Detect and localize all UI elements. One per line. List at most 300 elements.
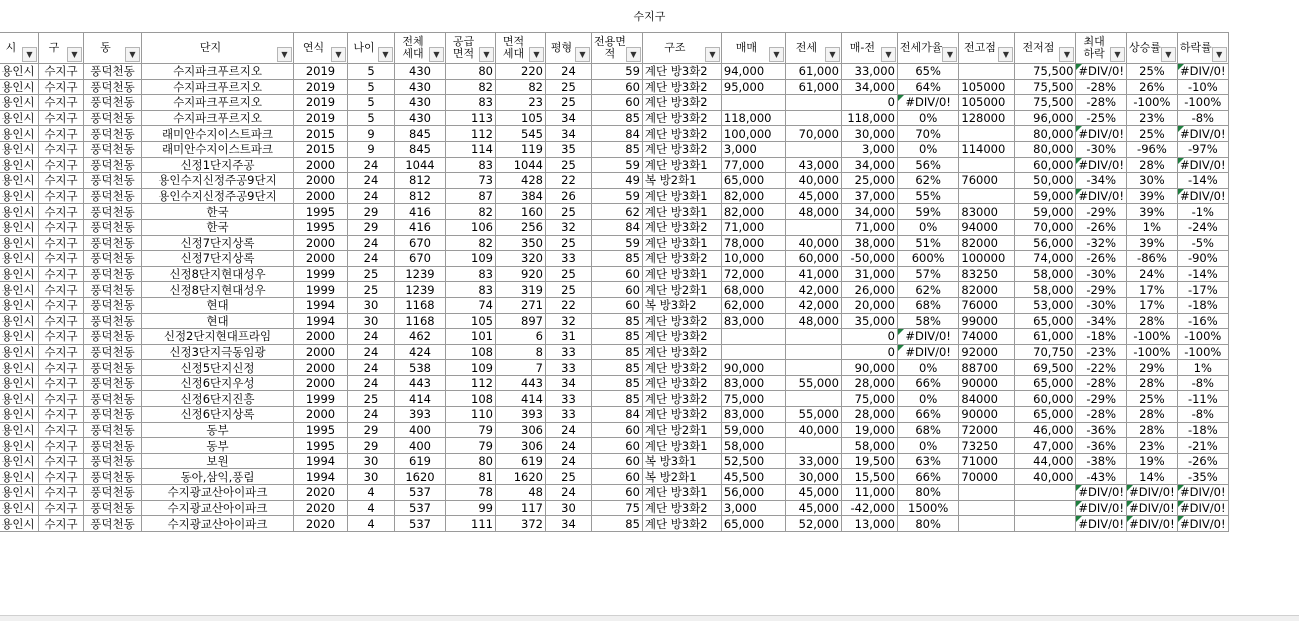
table-cell[interactable]: 920 xyxy=(496,266,546,282)
table-cell[interactable]: 0 xyxy=(841,329,897,345)
table-cell[interactable] xyxy=(1015,500,1076,516)
table-cell[interactable]: 29 xyxy=(348,422,395,438)
table-cell[interactable]: 28% xyxy=(1126,407,1177,423)
table-cell[interactable]: 25 xyxy=(348,391,395,407)
table-cell[interactable]: 22 xyxy=(546,173,592,189)
table-cell[interactable]: -100% xyxy=(1177,329,1228,345)
table-cell[interactable] xyxy=(959,126,1015,142)
column-header[interactable] xyxy=(785,33,841,64)
table-cell[interactable] xyxy=(959,188,1015,204)
table-cell[interactable]: -26% xyxy=(1076,251,1127,267)
table-cell[interactable]: 신정6단지우성 xyxy=(142,375,294,391)
table-cell[interactable]: 30 xyxy=(348,453,395,469)
table-cell[interactable]: 8 xyxy=(496,344,546,360)
table-cell[interactable]: 600% xyxy=(897,251,959,267)
table-cell[interactable]: 용인시 xyxy=(0,485,39,501)
table-cell[interactable]: 1995 xyxy=(294,219,348,235)
table-cell[interactable]: 3,000 xyxy=(721,500,785,516)
table-cell[interactable]: 393 xyxy=(395,407,446,423)
table-cell[interactable]: -23% xyxy=(1076,344,1127,360)
table-cell[interactable]: 320 xyxy=(496,251,546,267)
table-cell[interactable]: 82 xyxy=(496,79,546,95)
table-cell[interactable]: 1994 xyxy=(294,453,348,469)
table-cell[interactable]: 24% xyxy=(1126,266,1177,282)
table-cell[interactable]: 2000 xyxy=(294,407,348,423)
table-cell[interactable]: 90000 xyxy=(959,407,1015,423)
table-cell[interactable]: 24 xyxy=(348,407,395,423)
table-cell[interactable]: -18% xyxy=(1177,297,1228,313)
table-cell[interactable]: 25 xyxy=(546,157,592,173)
column-header[interactable] xyxy=(1015,33,1076,64)
table-cell[interactable]: 수지구 xyxy=(39,407,84,423)
table-cell[interactable]: -100% xyxy=(1177,95,1228,111)
table-cell[interactable]: 2020 xyxy=(294,500,348,516)
table-cell[interactable]: -18% xyxy=(1076,329,1127,345)
table-cell[interactable]: #DIV/0! xyxy=(1177,516,1228,532)
table-cell[interactable]: 래미안수지이스트파크 xyxy=(142,141,294,157)
column-header[interactable] xyxy=(84,33,142,64)
table-cell[interactable]: 70% xyxy=(897,126,959,142)
table-cell[interactable]: 85 xyxy=(592,141,643,157)
table-cell[interactable]: 풍덕천동 xyxy=(84,95,142,111)
table-cell[interactable]: -21% xyxy=(1177,438,1228,454)
table-cell[interactable]: 58,000 xyxy=(1015,266,1076,282)
table-cell[interactable]: 117 xyxy=(496,500,546,516)
table-cell[interactable]: 66% xyxy=(897,375,959,391)
table-cell[interactable]: 25 xyxy=(546,204,592,220)
table-cell[interactable]: 47,000 xyxy=(1015,438,1076,454)
table-cell[interactable]: 1500% xyxy=(897,500,959,516)
table-cell[interactable]: 430 xyxy=(395,110,446,126)
table-cell[interactable]: 88700 xyxy=(959,360,1015,376)
table-cell[interactable]: 계단 방2화1 xyxy=(642,282,721,298)
table-cell[interactable]: 99 xyxy=(446,500,496,516)
table-cell[interactable]: 46,000 xyxy=(1015,422,1076,438)
table-cell[interactable] xyxy=(785,141,841,157)
table-cell[interactable]: 306 xyxy=(496,422,546,438)
table-cell[interactable]: 용인시 xyxy=(0,251,39,267)
table-cell[interactable]: 82 xyxy=(446,79,496,95)
table-cell[interactable]: 수지구 xyxy=(39,391,84,407)
filter-dropdown-icon[interactable]: ▼ xyxy=(378,47,393,62)
table-cell[interactable]: 풍덕천동 xyxy=(84,313,142,329)
table-cell[interactable]: 670 xyxy=(395,235,446,251)
table-cell[interactable]: 83250 xyxy=(959,266,1015,282)
table-cell[interactable]: 60 xyxy=(592,469,643,485)
table-cell[interactable]: 462 xyxy=(395,329,446,345)
table-cell[interactable]: 24 xyxy=(348,251,395,267)
table-cell[interactable]: 306 xyxy=(496,438,546,454)
table-cell[interactable]: -42,000 xyxy=(841,500,897,516)
table-cell[interactable]: 수지광교산아이파크 xyxy=(142,500,294,516)
table-cell[interactable]: 83000 xyxy=(959,204,1015,220)
table-cell[interactable]: 58,000 xyxy=(1015,282,1076,298)
table-cell[interactable]: 수지구 xyxy=(39,79,84,95)
table-cell[interactable]: 77,000 xyxy=(721,157,785,173)
table-cell[interactable]: 68% xyxy=(897,422,959,438)
table-cell[interactable]: 17% xyxy=(1126,282,1177,298)
table-cell[interactable]: -35% xyxy=(1177,469,1228,485)
table-cell[interactable]: 보원 xyxy=(142,453,294,469)
table-cell[interactable]: 1168 xyxy=(395,313,446,329)
table-cell[interactable]: 38,000 xyxy=(841,235,897,251)
filter-dropdown-icon[interactable]: ▼ xyxy=(429,47,444,62)
table-cell[interactable]: 34,000 xyxy=(841,204,897,220)
table-cell[interactable]: 55,000 xyxy=(785,407,841,423)
table-cell[interactable]: 108 xyxy=(446,391,496,407)
table-cell[interactable]: 23 xyxy=(496,95,546,111)
table-cell[interactable]: -38% xyxy=(1076,453,1127,469)
table-cell[interactable]: 52,500 xyxy=(721,453,785,469)
table-cell[interactable]: 풍덕천동 xyxy=(84,188,142,204)
table-cell[interactable]: 45,000 xyxy=(785,188,841,204)
table-cell[interactable]: 2000 xyxy=(294,157,348,173)
table-cell[interactable]: 60 xyxy=(592,438,643,454)
table-cell[interactable]: 10,000 xyxy=(721,251,785,267)
table-cell[interactable]: 풍덕천동 xyxy=(84,360,142,376)
table-cell[interactable]: 31,000 xyxy=(841,266,897,282)
table-cell[interactable]: 393 xyxy=(496,407,546,423)
table-cell[interactable] xyxy=(721,95,785,111)
table-cell[interactable]: 33 xyxy=(546,407,592,423)
table-cell[interactable]: 0% xyxy=(897,110,959,126)
table-cell[interactable]: 25 xyxy=(546,266,592,282)
table-cell[interactable]: 100000 xyxy=(959,251,1015,267)
table-cell[interactable]: 220 xyxy=(496,64,546,80)
table-cell[interactable]: 신정8단지현대성우 xyxy=(142,282,294,298)
table-cell[interactable]: 75,500 xyxy=(1015,95,1076,111)
table-cell[interactable]: 24 xyxy=(348,375,395,391)
table-cell[interactable]: -25% xyxy=(1076,110,1127,126)
table-cell[interactable]: 동아,삼익,풍림 xyxy=(142,469,294,485)
table-cell[interactable]: 106 xyxy=(446,219,496,235)
table-cell[interactable]: 69,500 xyxy=(1015,360,1076,376)
table-cell[interactable]: 2000 xyxy=(294,235,348,251)
filter-dropdown-icon[interactable]: ▼ xyxy=(998,47,1013,62)
table-cell[interactable]: -36% xyxy=(1076,438,1127,454)
filter-dropdown-icon[interactable]: ▼ xyxy=(881,47,896,62)
table-cell[interactable]: 계단 방3화1 xyxy=(642,485,721,501)
table-cell[interactable]: 92000 xyxy=(959,344,1015,360)
column-header[interactable] xyxy=(496,33,546,64)
table-cell[interactable]: 신정3단지극동임광 xyxy=(142,344,294,360)
table-cell[interactable]: 풍덕천동 xyxy=(84,422,142,438)
table-cell[interactable]: #DIV/0! xyxy=(1126,485,1177,501)
table-cell[interactable]: 24 xyxy=(546,422,592,438)
table-cell[interactable]: 계단 방3화1 xyxy=(642,188,721,204)
table-cell[interactable]: 1995 xyxy=(294,204,348,220)
table-cell[interactable]: 372 xyxy=(496,516,546,532)
table-cell[interactable]: 61,000 xyxy=(785,79,841,95)
table-cell[interactable]: 416 xyxy=(395,204,446,220)
table-cell[interactable]: 용인수지신정주공9단지 xyxy=(142,173,294,189)
table-cell[interactable]: 24 xyxy=(348,344,395,360)
table-cell[interactable]: #DIV/0! xyxy=(1076,126,1127,142)
table-cell[interactable]: 60 xyxy=(592,95,643,111)
table-cell[interactable]: -14% xyxy=(1177,266,1228,282)
table-cell[interactable]: 용인시 xyxy=(0,282,39,298)
table-cell[interactable]: 79 xyxy=(446,422,496,438)
table-cell[interactable]: 75,500 xyxy=(1015,79,1076,95)
table-cell[interactable]: 계단 방3화2 xyxy=(642,126,721,142)
table-cell[interactable]: 85 xyxy=(592,516,643,532)
table-cell[interactable]: 25,000 xyxy=(841,173,897,189)
table-cell[interactable]: 용인시 xyxy=(0,360,39,376)
table-cell[interactable]: 83 xyxy=(446,95,496,111)
table-cell[interactable]: 85 xyxy=(592,313,643,329)
table-cell[interactable]: 114000 xyxy=(959,141,1015,157)
table-cell[interactable]: 70,750 xyxy=(1015,344,1076,360)
column-header[interactable] xyxy=(39,33,84,64)
table-cell[interactable]: #DIV/0! xyxy=(1177,485,1228,501)
table-cell[interactable]: 용인시 xyxy=(0,407,39,423)
table-cell[interactable]: 수지구 xyxy=(39,453,84,469)
table-cell[interactable]: 용인시 xyxy=(0,469,39,485)
table-cell[interactable]: 34 xyxy=(546,110,592,126)
column-header[interactable] xyxy=(395,33,446,64)
table-cell[interactable]: 1620 xyxy=(496,469,546,485)
table-cell[interactable]: 풍덕천동 xyxy=(84,344,142,360)
table-cell[interactable] xyxy=(785,110,841,126)
table-cell[interactable]: 용인수지신정주공9단지 xyxy=(142,188,294,204)
table-cell[interactable]: 59,000 xyxy=(721,422,785,438)
table-cell[interactable]: 수지구 xyxy=(39,438,84,454)
table-cell[interactable]: 현대 xyxy=(142,297,294,313)
table-cell[interactable]: 65,000 xyxy=(1015,313,1076,329)
table-cell[interactable]: 풍덕천동 xyxy=(84,266,142,282)
table-cell[interactable]: -100% xyxy=(1126,344,1177,360)
table-cell[interactable]: 풍덕천동 xyxy=(84,157,142,173)
table-cell[interactable]: 신정7단지상록 xyxy=(142,235,294,251)
table-cell[interactable]: 60 xyxy=(592,266,643,282)
table-cell[interactable]: 40,000 xyxy=(785,235,841,251)
table-cell[interactable]: 49 xyxy=(592,173,643,189)
table-cell[interactable]: #DIV/0! xyxy=(1076,500,1127,516)
table-cell[interactable]: 62,000 xyxy=(721,297,785,313)
table-cell[interactable]: 동부 xyxy=(142,422,294,438)
table-cell[interactable]: -30% xyxy=(1076,266,1127,282)
table-cell[interactable]: 2000 xyxy=(294,251,348,267)
table-cell[interactable]: 537 xyxy=(395,485,446,501)
table-cell[interactable]: 용인시 xyxy=(0,422,39,438)
table-cell[interactable]: 25 xyxy=(546,95,592,111)
table-cell[interactable]: 2019 xyxy=(294,79,348,95)
table-cell[interactable]: 25 xyxy=(546,469,592,485)
table-cell[interactable]: 112 xyxy=(446,126,496,142)
table-cell[interactable]: 24 xyxy=(546,438,592,454)
table-cell[interactable]: -90% xyxy=(1177,251,1228,267)
table-cell[interactable]: 1620 xyxy=(395,469,446,485)
table-cell[interactable]: 계단 방3화2 xyxy=(642,516,721,532)
table-cell[interactable]: 2015 xyxy=(294,126,348,142)
table-cell[interactable]: 수지구 xyxy=(39,251,84,267)
table-cell[interactable]: 414 xyxy=(395,391,446,407)
column-header[interactable] xyxy=(721,33,785,64)
table-cell[interactable]: 4 xyxy=(348,485,395,501)
filter-dropdown-icon[interactable]: ▼ xyxy=(22,47,37,62)
table-cell[interactable]: 72,000 xyxy=(721,266,785,282)
table-cell[interactable]: 670 xyxy=(395,251,446,267)
table-cell[interactable]: 수지파크푸르지오 xyxy=(142,110,294,126)
table-cell[interactable]: 65% xyxy=(897,64,959,80)
table-cell[interactable]: 7 xyxy=(496,360,546,376)
table-cell[interactable]: 80 xyxy=(446,64,496,80)
table-cell[interactable]: 34,000 xyxy=(841,79,897,95)
table-cell[interactable]: #DIV/0! xyxy=(1177,64,1228,80)
table-cell[interactable]: -29% xyxy=(1076,204,1127,220)
column-header[interactable] xyxy=(1177,33,1228,64)
table-cell[interactable]: 73250 xyxy=(959,438,1015,454)
table-cell[interactable]: #DIV/0! xyxy=(1177,126,1228,142)
table-cell[interactable]: 계단 방3화2 xyxy=(642,141,721,157)
table-cell[interactable]: 63% xyxy=(897,453,959,469)
table-cell[interactable]: 28% xyxy=(1126,422,1177,438)
table-cell[interactable]: 110 xyxy=(446,407,496,423)
table-cell[interactable]: #DIV/0! xyxy=(1126,500,1177,516)
table-cell[interactable] xyxy=(959,485,1015,501)
table-cell[interactable]: 78 xyxy=(446,485,496,501)
table-cell[interactable]: 34 xyxy=(546,375,592,391)
table-cell[interactable]: 19,000 xyxy=(841,422,897,438)
table-cell[interactable]: 70,000 xyxy=(785,126,841,142)
table-cell[interactable]: 계단 방3화2 xyxy=(642,360,721,376)
table-cell[interactable]: 84000 xyxy=(959,391,1015,407)
table-cell[interactable] xyxy=(1015,516,1076,532)
table-cell[interactable]: 112 xyxy=(446,375,496,391)
table-cell[interactable]: 9 xyxy=(348,126,395,142)
table-cell[interactable]: 61,000 xyxy=(785,64,841,80)
table-cell[interactable]: 25% xyxy=(1126,64,1177,80)
table-cell[interactable]: 30,000 xyxy=(841,126,897,142)
table-cell[interactable]: 42,000 xyxy=(785,282,841,298)
table-cell[interactable]: 29% xyxy=(1126,360,1177,376)
table-cell[interactable]: 신정5단지신정 xyxy=(142,360,294,376)
table-cell[interactable]: 28% xyxy=(1126,157,1177,173)
table-cell[interactable]: 용인시 xyxy=(0,204,39,220)
table-cell[interactable]: 105 xyxy=(446,313,496,329)
table-cell[interactable]: 45,500 xyxy=(721,469,785,485)
table-cell[interactable]: 수지구 xyxy=(39,64,84,80)
table-cell[interactable]: 동부 xyxy=(142,438,294,454)
table-cell[interactable]: 60 xyxy=(592,79,643,95)
table-cell[interactable]: 80 xyxy=(446,453,496,469)
table-cell[interactable]: 30% xyxy=(1126,173,1177,189)
table-cell[interactable]: 82000 xyxy=(959,282,1015,298)
table-cell[interactable]: 26 xyxy=(546,188,592,204)
table-cell[interactable]: 76000 xyxy=(959,297,1015,313)
table-cell[interactable]: 40,000 xyxy=(1015,469,1076,485)
table-cell[interactable]: 2019 xyxy=(294,110,348,126)
table-cell[interactable]: #DIV/0! xyxy=(1177,188,1228,204)
table-cell[interactable]: 56% xyxy=(897,157,959,173)
table-cell[interactable]: 14% xyxy=(1126,469,1177,485)
table-cell[interactable]: 74 xyxy=(446,297,496,313)
table-cell[interactable]: 2015 xyxy=(294,141,348,157)
table-cell[interactable]: -50,000 xyxy=(841,251,897,267)
table-cell[interactable]: 83 xyxy=(446,266,496,282)
table-cell[interactable]: 52,000 xyxy=(785,516,841,532)
table-cell[interactable]: 1239 xyxy=(395,266,446,282)
table-cell[interactable]: 101 xyxy=(446,329,496,345)
column-header[interactable] xyxy=(897,33,959,64)
table-cell[interactable]: 용인시 xyxy=(0,375,39,391)
table-cell[interactable]: 416 xyxy=(395,219,446,235)
table-cell[interactable]: 수지구 xyxy=(39,110,84,126)
table-cell[interactable]: 82 xyxy=(446,204,496,220)
table-cell[interactable]: 58% xyxy=(897,313,959,329)
table-cell[interactable]: #DIV/0! xyxy=(1076,64,1127,80)
table-cell[interactable]: 64% xyxy=(897,79,959,95)
table-cell[interactable]: 85 xyxy=(592,344,643,360)
table-cell[interactable]: 계단 방3화2 xyxy=(642,344,721,360)
table-cell[interactable]: 44,000 xyxy=(1015,453,1076,469)
table-cell[interactable]: 용인시 xyxy=(0,219,39,235)
table-cell[interactable]: 78,000 xyxy=(721,235,785,251)
table-cell[interactable]: 수지구 xyxy=(39,329,84,345)
table-cell[interactable]: 39% xyxy=(1126,204,1177,220)
table-cell[interactable]: 31 xyxy=(546,329,592,345)
table-cell[interactable]: 용인시 xyxy=(0,391,39,407)
table-cell[interactable]: 84 xyxy=(592,219,643,235)
table-cell[interactable]: 19% xyxy=(1126,453,1177,469)
table-cell[interactable]: #DIV/0! xyxy=(1126,516,1177,532)
table-cell[interactable]: 33 xyxy=(546,360,592,376)
table-cell[interactable]: 0% xyxy=(897,438,959,454)
table-cell[interactable]: -22% xyxy=(1076,360,1127,376)
table-cell[interactable]: 23% xyxy=(1126,438,1177,454)
table-cell[interactable]: 128000 xyxy=(959,110,1015,126)
table-cell[interactable]: 28% xyxy=(1126,313,1177,329)
table-cell[interactable]: 0 xyxy=(841,95,897,111)
table-cell[interactable] xyxy=(721,329,785,345)
table-cell[interactable]: 105 xyxy=(496,110,546,126)
table-cell[interactable]: 풍덕천동 xyxy=(84,141,142,157)
table-cell[interactable]: -30% xyxy=(1076,297,1127,313)
table-cell[interactable]: 256 xyxy=(496,219,546,235)
table-cell[interactable]: 43,000 xyxy=(785,157,841,173)
table-cell[interactable]: 풍덕천동 xyxy=(84,110,142,126)
table-cell[interactable]: 68% xyxy=(897,297,959,313)
table-cell[interactable]: 4 xyxy=(348,500,395,516)
table-cell[interactable]: 160 xyxy=(496,204,546,220)
table-cell[interactable]: 29 xyxy=(348,438,395,454)
table-cell[interactable]: 1044 xyxy=(496,157,546,173)
table-cell[interactable]: 30 xyxy=(348,297,395,313)
table-cell[interactable]: 28,000 xyxy=(841,375,897,391)
table-cell[interactable]: 35 xyxy=(546,141,592,157)
table-cell[interactable]: 계단 방3화1 xyxy=(642,235,721,251)
table-cell[interactable]: 812 xyxy=(395,173,446,189)
table-cell[interactable]: 수지구 xyxy=(39,188,84,204)
table-cell[interactable]: #DIV/0! xyxy=(1076,485,1127,501)
table-cell[interactable]: 80,000 xyxy=(1015,126,1076,142)
table-cell[interactable]: 한국 xyxy=(142,219,294,235)
table-cell[interactable]: 57% xyxy=(897,266,959,282)
table-cell[interactable]: 85 xyxy=(592,251,643,267)
table-cell[interactable]: 85 xyxy=(592,329,643,345)
table-cell[interactable]: 66% xyxy=(897,469,959,485)
table-cell[interactable]: -24% xyxy=(1177,219,1228,235)
table-cell[interactable]: 87 xyxy=(446,188,496,204)
table-cell[interactable]: 34 xyxy=(546,126,592,142)
table-cell[interactable]: 풍덕천동 xyxy=(84,204,142,220)
table-cell[interactable]: 수지구 xyxy=(39,204,84,220)
table-cell[interactable]: 83,000 xyxy=(721,407,785,423)
table-cell[interactable]: 수지파크푸르지오 xyxy=(142,64,294,80)
table-cell[interactable]: 82000 xyxy=(959,235,1015,251)
filter-dropdown-icon[interactable]: ▼ xyxy=(769,47,784,62)
table-cell[interactable]: 118,000 xyxy=(721,110,785,126)
